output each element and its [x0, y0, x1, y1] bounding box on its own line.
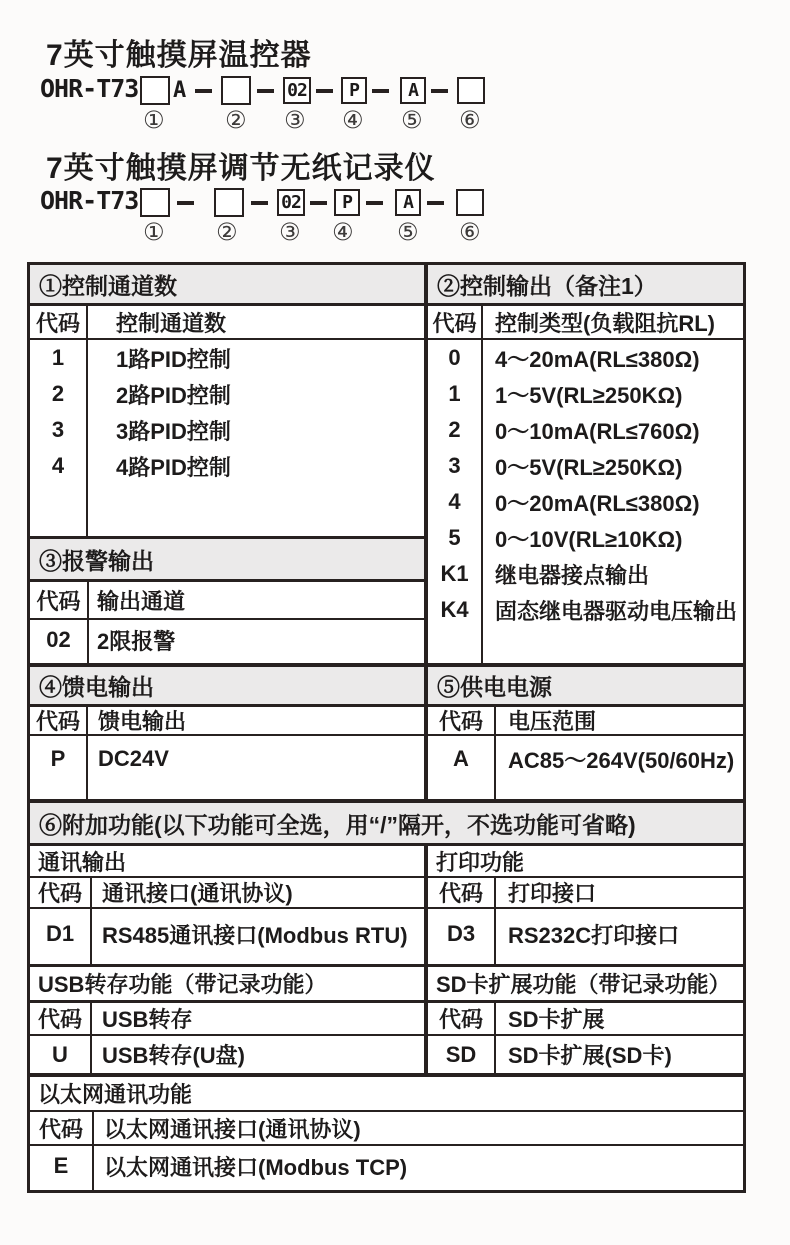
print-rows — [428, 909, 743, 964]
usb-subsection — [30, 967, 428, 1073]
code-column — [428, 340, 483, 663]
circle-6: ⑥ — [459, 218, 481, 246]
product-1-model-prefix: OHR-T73 — [40, 74, 139, 103]
row-desc: 0～10mA(RL≤760Ω) — [495, 418, 700, 444]
row-desc: 继电器接点输出 — [495, 562, 650, 588]
section-4-header-bar: ④馈电输出 — [30, 667, 424, 707]
circle-5: ⑤ — [397, 218, 419, 246]
row-desc: 4路PID控制 — [116, 454, 231, 480]
row-code: K1 — [440, 561, 469, 586]
row-code: 2 — [448, 417, 461, 442]
code-column — [30, 340, 88, 536]
code-column — [428, 736, 496, 799]
desc-column — [88, 736, 424, 799]
circle-6: ⑥ — [459, 106, 481, 134]
row-desc: AC85～264V(50/60Hz) — [508, 747, 735, 773]
model-2-box-6 — [456, 189, 484, 216]
dash — [195, 89, 212, 93]
product-2-title: 7英寸触摸屏调节无纸记录仪 — [46, 152, 436, 185]
code-column-header: 代码 — [428, 707, 496, 734]
row-code: 1 — [51, 345, 65, 370]
ethernet-column-headers — [30, 1112, 743, 1146]
circle-4: ④ — [332, 218, 354, 246]
ethernet-subsection — [30, 1073, 743, 1190]
section-2-column — [428, 265, 743, 663]
desc-column-header: 以太网通讯接口(通讯协议) — [104, 1116, 361, 1142]
desc-column — [92, 1036, 424, 1073]
section-1-column-headers — [30, 306, 424, 340]
dash — [366, 201, 383, 205]
print-subheader: 打印功能 — [428, 846, 743, 878]
code-column-header: 代码 — [30, 306, 88, 338]
row-code: D1 — [45, 921, 75, 946]
row-code: 3 — [448, 453, 461, 478]
row-code: P — [50, 746, 66, 771]
section-3-rows — [30, 620, 424, 663]
circle-2: ② — [216, 218, 238, 246]
sd-subsection — [428, 967, 743, 1073]
section-5-header-bar: ⑤供电电源 — [428, 667, 743, 707]
block-comm-print — [30, 846, 743, 964]
sd-subheader: SD卡扩展功能（带记录功能） — [428, 967, 743, 1003]
row-desc: RS485通讯接口(Modbus RTU) — [102, 922, 408, 948]
dash — [310, 201, 327, 205]
row-code: 4 — [51, 453, 65, 478]
comm-column-headers — [30, 878, 424, 909]
desc-column-header: 馈电输出 — [98, 709, 187, 734]
model-1-box-3: 02 — [283, 77, 311, 104]
sd-column-headers — [428, 1003, 743, 1036]
code-column-header: 代码 — [30, 582, 89, 618]
desc-column-header: 打印接口 — [508, 881, 597, 906]
code-column — [30, 736, 88, 799]
dash — [177, 201, 194, 205]
row-desc: 以太网通讯接口(Modbus TCP) — [104, 1154, 408, 1180]
row-code: 0 — [448, 345, 461, 370]
desc-column — [496, 909, 743, 964]
model-1-box-2 — [221, 76, 251, 105]
row-desc: DC24V — [98, 746, 169, 771]
print-column-headers — [428, 878, 743, 909]
section-5-column-headers — [428, 707, 743, 736]
print-subsection — [428, 846, 743, 964]
model-1-box-4: P — [341, 77, 367, 104]
model-1-suffix-a: A — [173, 78, 187, 103]
row-code: E — [53, 1153, 69, 1178]
dash — [431, 89, 448, 93]
desc-column — [88, 340, 424, 536]
dash — [316, 89, 333, 93]
row-code: U — [52, 1041, 68, 1067]
code-column — [30, 620, 89, 663]
code-column-header: 代码 — [428, 306, 483, 338]
row-code: D3 — [446, 921, 476, 946]
desc-column — [94, 1146, 743, 1190]
sd-rows — [428, 1036, 743, 1073]
row-code: SD — [445, 1041, 477, 1067]
section-5-column — [428, 667, 743, 799]
code-column — [30, 1036, 92, 1073]
row-desc: 2路PID控制 — [116, 382, 231, 408]
product-1-title: 7英寸触摸屏温控器 — [46, 39, 312, 72]
row-desc: RS232C打印接口 — [508, 922, 680, 948]
row-code: A — [453, 746, 469, 771]
circle-4: ④ — [342, 106, 364, 134]
usb-subheader: USB转存功能（带记录功能） — [30, 967, 424, 1003]
block-usb-sd — [30, 964, 743, 1073]
section-2-header-bar: ②控制输出（备注1） — [428, 265, 743, 306]
block-sections-1-2-3 — [30, 265, 743, 663]
usb-rows — [30, 1036, 424, 1073]
desc-column — [496, 1036, 743, 1073]
desc-column-header: 输出通道 — [97, 588, 186, 614]
desc-column — [89, 620, 424, 663]
row-code: 1 — [448, 381, 461, 406]
desc-column — [92, 909, 424, 964]
row-code: K4 — [440, 597, 469, 622]
row-code: 02 — [46, 627, 71, 652]
comm-subheader: 通讯输出 — [30, 846, 424, 878]
section-1-header-bar: ①控制通道数 — [30, 265, 424, 306]
dash — [257, 89, 274, 93]
row-desc: USB转存(U盘) — [102, 1043, 245, 1068]
code-column-header: 代码 — [428, 1003, 496, 1034]
model-2-box-4: P — [334, 189, 360, 216]
row-desc: 1～5V(RL≥250KΩ) — [495, 382, 683, 408]
model-2-box-5: A — [395, 189, 421, 216]
model-1-box-6 — [457, 77, 485, 104]
row-desc: 1路PID控制 — [116, 346, 231, 372]
desc-column-header: 控制通道数 — [116, 310, 227, 336]
circle-3: ③ — [279, 218, 301, 246]
row-desc: 0～5V(RL≥250KΩ) — [495, 454, 683, 480]
desc-column-header: 控制类型(负载阻抗RL) — [495, 310, 715, 336]
code-column — [30, 1146, 94, 1190]
circle-1: ① — [143, 218, 165, 246]
model-2-box-1 — [140, 188, 170, 217]
circle-2: ② — [225, 106, 247, 134]
code-column — [428, 1036, 496, 1073]
row-desc: SD卡扩展(SD卡) — [508, 1043, 672, 1068]
block-sections-4-5 — [30, 663, 743, 799]
section-1-rows — [30, 340, 424, 536]
row-code: 2 — [51, 381, 65, 406]
desc-column-header: SD卡扩展 — [508, 1007, 605, 1032]
desc-column-header: USB转存 — [102, 1007, 193, 1032]
section-3-column-headers — [30, 582, 424, 620]
ordering-table — [27, 262, 746, 1193]
code-column-header: 代码 — [30, 878, 92, 907]
circle-5: ⑤ — [401, 106, 423, 134]
comm-subsection — [30, 846, 428, 964]
section-4-rows — [30, 736, 424, 799]
dash — [251, 201, 268, 205]
model-1-box-1 — [140, 76, 170, 105]
model-2-box-2 — [214, 188, 244, 217]
row-code: 5 — [448, 525, 461, 550]
usb-column-headers — [30, 1003, 424, 1036]
code-column — [428, 909, 496, 964]
ethernet-subheader: 以太网通讯功能 — [30, 1077, 743, 1112]
section-1-and-3-column — [30, 265, 428, 663]
comm-rows — [30, 909, 424, 964]
row-desc: 固态继电器驱动电压输出 — [495, 598, 738, 624]
code-column-header: 代码 — [30, 1112, 94, 1144]
dash — [372, 89, 389, 93]
section-2-rows — [428, 340, 743, 663]
row-code: 3 — [51, 417, 65, 442]
section-3-header-bar: ③报警输出 — [30, 536, 424, 582]
section-4-column — [30, 667, 428, 799]
circle-3: ③ — [284, 106, 306, 134]
desc-column — [483, 340, 743, 663]
section-5-rows — [428, 736, 743, 799]
section-6-header-bar: ⑥附加功能(以下功能可全选，用“/”隔开，不选功能可省略) — [30, 799, 743, 846]
code-column — [30, 909, 92, 964]
row-desc: 2限报警 — [97, 628, 176, 654]
desc-column — [496, 736, 743, 799]
model-1-box-5: A — [400, 77, 426, 104]
product-2-model-prefix: OHR-T73 — [40, 186, 139, 215]
section-4-column-headers — [30, 707, 424, 736]
model-2-box-3: 02 — [277, 189, 305, 216]
row-code: 4 — [448, 489, 461, 514]
row-desc: 0～10V(RL≥10KΩ) — [495, 526, 683, 552]
row-desc: 3路PID控制 — [116, 418, 231, 444]
desc-column-header: 电压范围 — [508, 709, 597, 734]
desc-column-header: 通讯接口(通讯协议) — [102, 881, 293, 906]
code-column-header: 代码 — [428, 878, 496, 907]
row-desc: 0～20mA(RL≤380Ω) — [495, 490, 700, 516]
code-column-header: 代码 — [30, 707, 88, 734]
circle-1: ① — [143, 106, 165, 134]
code-column-header: 代码 — [30, 1003, 92, 1034]
ethernet-rows — [30, 1146, 743, 1190]
row-desc: 4～20mA(RL≤380Ω) — [495, 346, 700, 372]
section-2-column-headers — [428, 306, 743, 340]
dash — [427, 201, 444, 205]
